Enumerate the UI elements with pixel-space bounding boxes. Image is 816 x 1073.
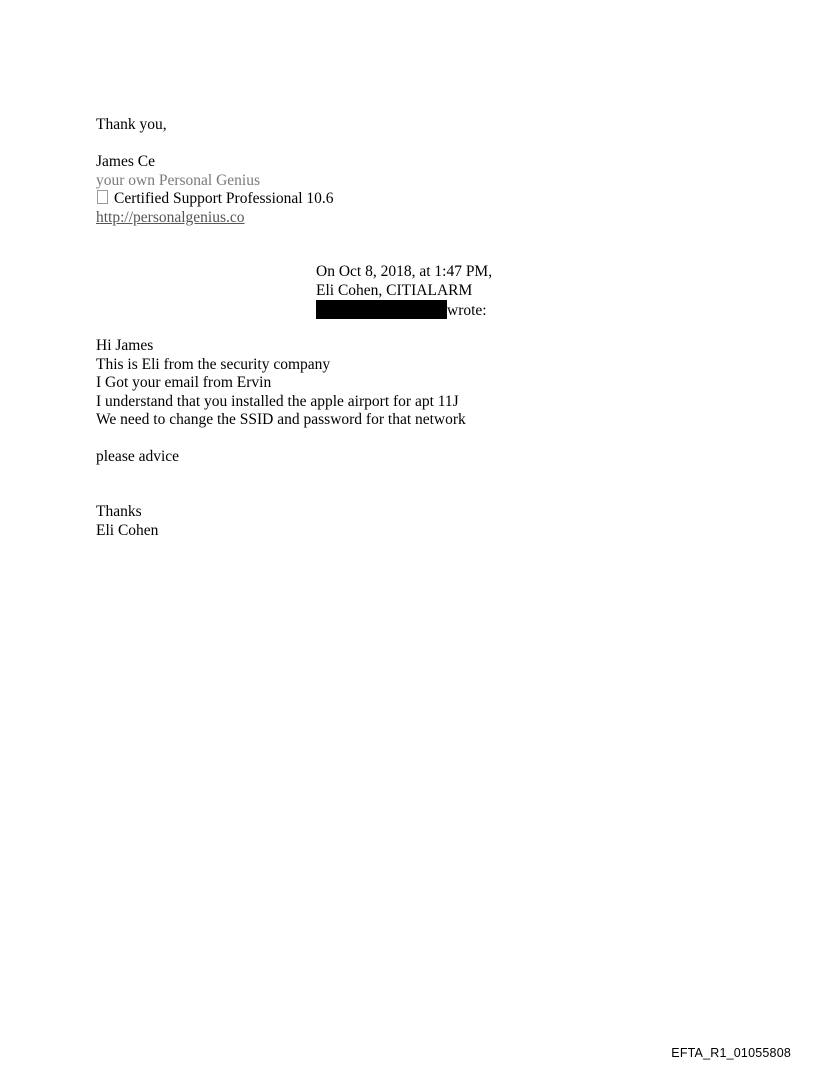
signature-link[interactable]: http://personalgenius.co [96,208,245,226]
quoted-closing: Thanks [96,503,142,520]
signature-certification: Certified Support Professional 10.6 [114,190,334,207]
quoted-body-line: This is Eli from the security company [96,355,331,373]
quoted-body-line: I Got your email from Ervin [96,374,272,391]
signature-tagline: your own Personal Genius [96,171,261,189]
quoted-request-text: please advice [96,448,180,465]
quote-header-email-line [316,300,492,321]
quoted-salutation: Hi James [96,337,154,354]
missing-glyph-icon [97,190,108,204]
quoted-message [96,337,466,430]
quote-header [316,263,492,321]
quoted-body-line: I understand that you installed the apple airport for apt 11J [96,392,459,410]
signature-certification-line [96,190,334,209]
quoted-closing-block [96,503,158,540]
quote-header-wrote: wrote: [447,302,487,319]
signature-name: James Ce [96,153,155,170]
bates-number: EFTA_R1_01055808 [671,1046,791,1060]
quoted-body-line: We need to change the SSID and password for that network [96,411,466,428]
quoted-sender: Eli Cohen [96,521,159,539]
thank-you-text: Thank you, [96,116,167,133]
signature-block [96,153,334,227]
reply-closing [96,116,167,135]
quote-header-sender: Eli Cohen, CITIALARM [316,281,473,299]
quoted-request [96,448,179,467]
quote-header-date: On Oct 8, 2018, at 1:47 PM, [316,263,493,280]
redaction-box [316,300,447,319]
